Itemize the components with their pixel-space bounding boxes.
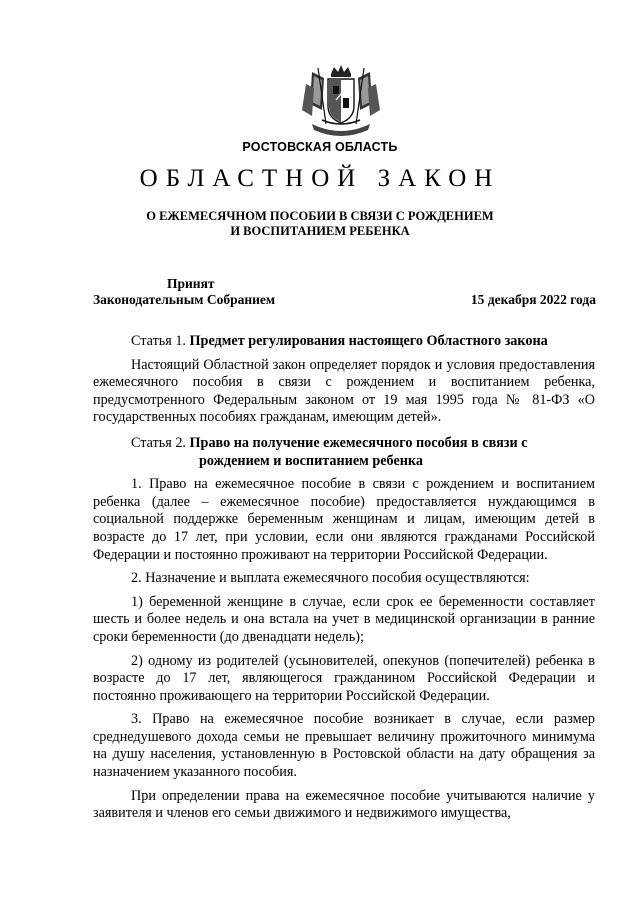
document-type: ОБЛАСТНОЙ ЗАКОН [139, 165, 501, 192]
article-1-title: Предмет регулирования настоящего Областного закона [189, 333, 548, 349]
article-2-item-2: 2) одному из родителей (усыновителей, опекунов (попечителей) ребенка в возрасте до 17 лет, являющегося гражданином Российской Федерации и постоянно проживающего на территории Российской Федерации. [93, 652, 595, 704]
article-2-paragraph-4: При определении права на ежемесячное пособие учитываются наличие у заявителя и членов его семьи движимого и недвижимого имущества, [93, 787, 595, 822]
law-title-line-2: И ВОСПИТАНИЕМ РЕБЕНКА [230, 224, 410, 238]
law-body [93, 333, 595, 823]
law-title-line-1: О ЕЖЕМЕСЯЧНОМ ПОСОБИИ В СВЯЗИ С РОЖДЕНИЕМ [146, 209, 494, 223]
article-1-heading [93, 333, 595, 351]
adopted-label: Принят [167, 276, 215, 291]
article-2-heading [93, 435, 595, 470]
adopted-by: Законодательным Собранием [93, 292, 276, 307]
region-name: РОСТОВСКАЯ ОБЛАСТЬ [242, 140, 398, 154]
law-title [60, 209, 580, 239]
article-2-paragraph-1: 1. Право на ежемесячное пособие в связи с рождением и воспитанием ребенка (далее – ежемесячное пособие) предоставляется нуждающимся в социальной поддержке беременным женщинам и лицам, имеющим детей в возрасте до 17 лет, при условии, если они являются гражданами Российской Федерации и постоянно проживают на территории Российской Федерации. [93, 476, 595, 563]
article-2-title-line-2: рождением и воспитанием ребенка [199, 452, 423, 469]
rostov-oblast-coat-of-arms-icon [298, 64, 384, 140]
article-1-paragraph: Настоящий Областной закон определяет порядок и условия предоставления ежемесячного пособия в связи с рождением и воспитанием ребенка, предусмотренного Федеральным законом от 19 мая 1995 года № 81-ФЗ «О государственных пособиях гражданам, имеющим детей». [93, 356, 595, 426]
article-2-title-line-1: Право на получение ежемесячного пособия в связи с [189, 434, 528, 451]
article-2-paragraph-3: 3. Право на ежемесячное пособие возникает в случае, если размер среднедушевого дохода семьи не превышает величину прожиточного минимума на душу населения, установленную в Ростовской области на дату обращения за назначением указанного пособия. [93, 711, 595, 781]
article-1-number: Статья 1. [131, 333, 186, 349]
adoption-date: 15 декабря 2022 года [470, 292, 596, 307]
article-2-number: Статья 2. [131, 434, 186, 451]
article-2-paragraph-2: 2. Назначение и выплата ежемесячного пособия осуществляются: [131, 570, 530, 587]
article-2-item-1: 1) беременной женщине в случае, если срок ее беременности составляет шесть и более недель и она встала на учет в медицинской организации в ранние сроки беременности (до двенадцати недель); [93, 593, 595, 645]
